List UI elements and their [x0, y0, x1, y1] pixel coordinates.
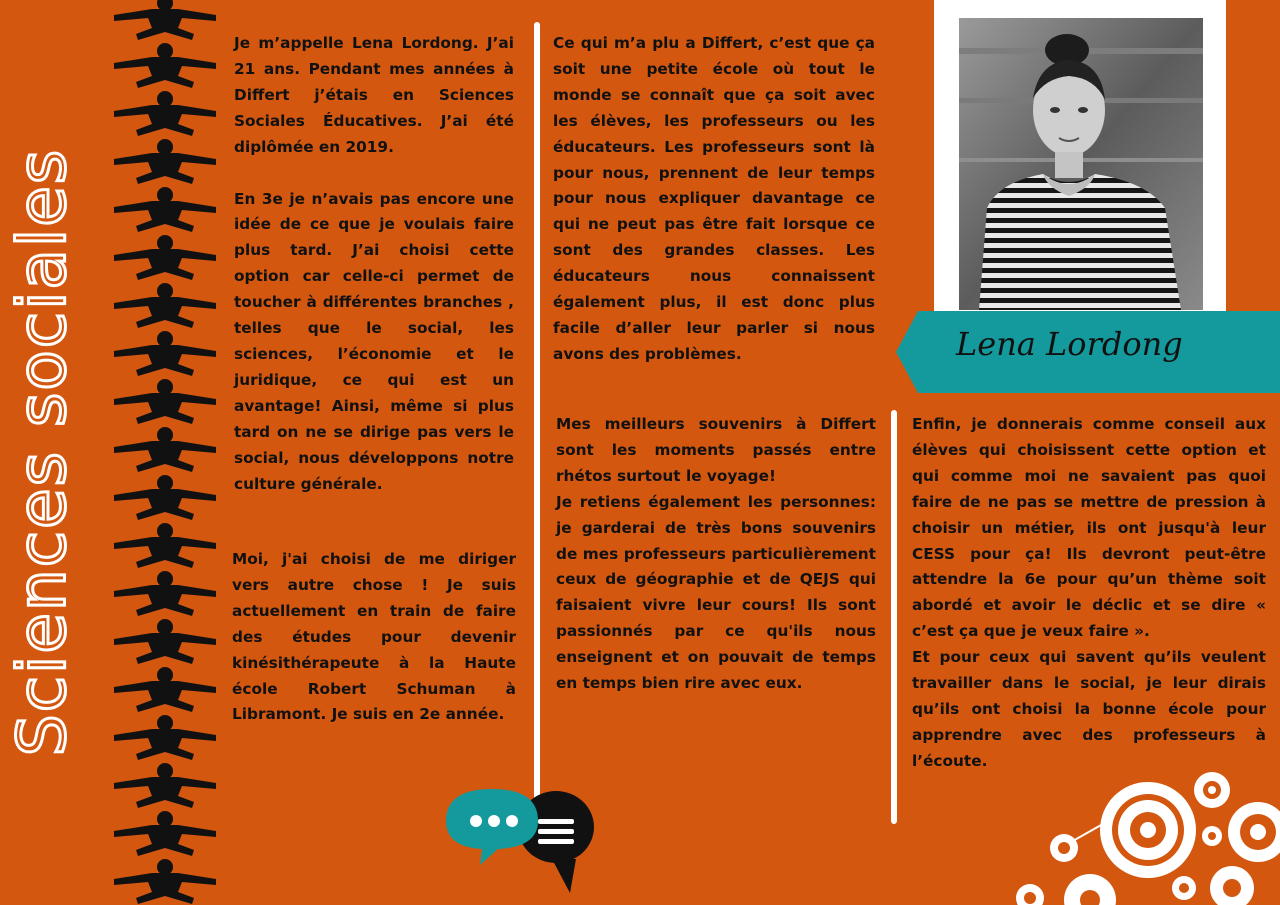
chain-figure: [114, 763, 216, 808]
column-divider: [891, 410, 897, 824]
option-choice-paragraph: En 3e je n’avais pas encore une idée de ce que je voulais faire plus tard. J’ai choisi cette option car celle-ci permet de toucher à différentes branches , telles que le social, les sciences, l’économie et le juridique, ce qui est un avantage! Ainsi, même si plus tard on ne se dirige pas vers le social, nous développons notre culture générale.: [234, 189, 514, 493]
column-divider: [534, 22, 540, 812]
name-banner: [896, 311, 1280, 393]
chain-figure: [114, 715, 216, 760]
chain-figure: [114, 475, 216, 520]
column-3-advice: [912, 412, 1266, 775]
chain-figure: [114, 811, 216, 856]
chain-figure: [114, 619, 216, 664]
school-paragraph: Ce qui m’a plu a Differt, c’est que ça soit une petite école où tout le monde se connaît que ça soit avec les élèves, les professeurs ou les éducateurs. Les professeurs sont là pour nous, prennent de leur temps pour nous expliquer davantage ce qui ne peut pas être fait lorsque ce sont des grandes classes. Les éducateurs nous connaissent également plus, il est donc plus facile d’aller leur parler si nous avons des problèmes.: [553, 34, 875, 363]
portrait-photo: [959, 18, 1203, 310]
chain-figure: [114, 427, 216, 472]
column-1-intro: [234, 31, 514, 497]
column-2-school: [553, 31, 875, 368]
people-chain-icon: [112, 0, 218, 905]
chain-figure: [114, 0, 216, 40]
photo-frame: [934, 0, 1226, 330]
column-1-current: [232, 547, 516, 728]
chain-figure: [114, 283, 216, 328]
chain-figure: [114, 331, 216, 376]
chain-figure: [114, 379, 216, 424]
page-title: Sciences sociales: [3, 147, 81, 757]
gears-icon: [1000, 760, 1280, 905]
chain-figure: [114, 667, 216, 712]
chain-figure: [114, 91, 216, 136]
current-studies-paragraph: Moi, j'ai choisi de me diriger vers autre chose ! Je suis actuellement en train de faire des études pour devenir kinésithérapeute à la Haute école Robert Schuman à Libramont. Je suis en 2e année.: [232, 550, 516, 724]
advice-paragraph: Enfin, je donnerais comme conseil aux élèves qui choisissent cette option et qui comme moi ne savaient pas quoi faire de ne pas se mettre de pression à choisir un métier, ils ont jusqu'à leur CESS pour ça! Ils devront peut-être attendre la 6e pour qu’un thème soit abordé et avoir le déclic et se dire « c’est ça que je veux faire ».: [912, 415, 1266, 641]
chain-figure: [114, 139, 216, 184]
chain-figure: [114, 571, 216, 616]
chain-figure: [114, 187, 216, 232]
memories-paragraph: Mes meilleurs souvenirs à Differt sont les moments passés entre rhétos surtout le voyage!: [556, 415, 876, 485]
closing-paragraph: Et pour ceux qui savent qu’ils veulent travailler dans le social, je leur dirais qu’ils ont choisi la bonne école pour apprendre avec des professeurs à l’écoute.: [912, 648, 1266, 770]
chain-figure: [114, 235, 216, 280]
chain-figure: [114, 859, 216, 904]
chat-bubbles-icon: [440, 785, 600, 900]
teachers-paragraph: Je retiens également les personnes: je garderai de très bons souvenirs de mes professeurs particulièrement ceux de géographie et de QEJS qui faisaient vivre leur cours! Ils sont passionnés par ce qu'ils nous enseignent et on pouvait de temps en temps bien rire avec eux.: [556, 492, 876, 693]
intro-paragraph: Je m’appelle Lena Lordong. J’ai 21 ans. Pendant mes années à Differt j’étais en Sciences Sociales Éducatives. J’ai été diplômée en 2019.: [234, 34, 514, 156]
chain-figure: [114, 523, 216, 568]
column-2-memories: [556, 412, 876, 697]
person-name: Lena Lordong: [956, 325, 1183, 363]
chain-figure: [114, 43, 216, 88]
